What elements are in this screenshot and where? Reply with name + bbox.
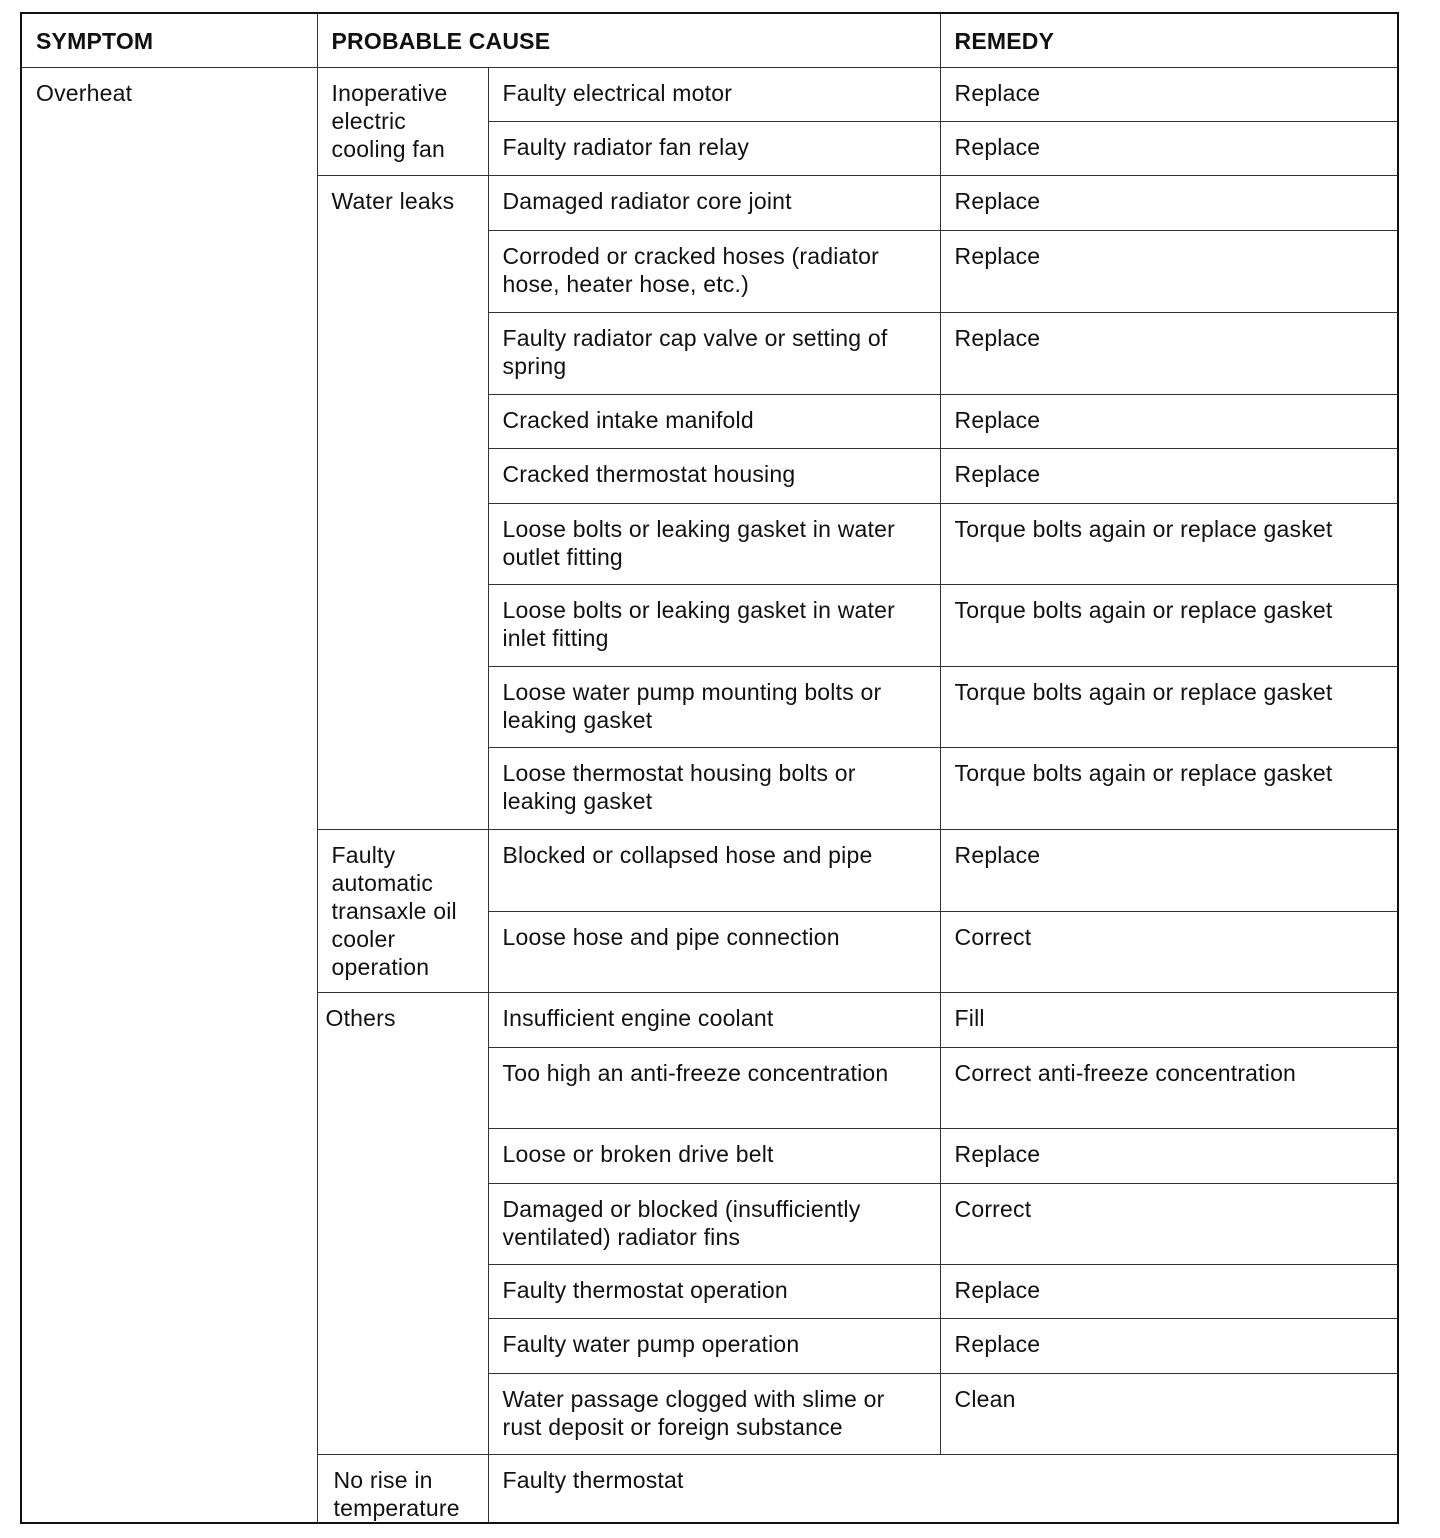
remedy-cell: Replace — [940, 121, 1398, 175]
cause-cell: Insufficient engine coolant — [488, 992, 940, 1047]
cause-cell: Faulty water pump operation — [488, 1318, 940, 1373]
probable-cause-header: PROBABLE CAUSE — [317, 13, 940, 67]
cause-cell: Loose thermostat housing bolts or leaking gasket — [488, 747, 940, 829]
cause-cell: Faulty radiator fan relay — [488, 121, 940, 175]
remedy-cell: Correct — [940, 911, 1398, 992]
troubleshooting-table — [20, 12, 1399, 1524]
cause-cell: Faulty thermostat — [488, 1454, 1398, 1523]
cause-cell: Loose bolts or leaking gasket in water inlet fitting — [488, 584, 940, 666]
cause-cell: Too high an anti-freeze concentration — [488, 1047, 940, 1128]
remedy-header: REMEDY — [940, 13, 1398, 67]
cause-cell: Loose water pump mounting bolts or leaking gasket — [488, 666, 940, 747]
remedy-cell: Torque bolts again or replace gasket — [940, 503, 1398, 584]
cause-cell: Blocked or collapsed hose and pipe — [488, 829, 940, 911]
cause-cell: Water passage clogged with slime or rust deposit or foreign substance — [488, 1373, 940, 1454]
symptom-overheat: Overheat — [21, 67, 317, 1523]
cause-cell: Cracked thermostat housing — [488, 448, 940, 503]
remedy-cell: Fill — [940, 992, 1398, 1047]
remedy-cell: Replace — [940, 448, 1398, 503]
remedy-cell: Clean — [940, 1373, 1398, 1454]
remedy-cell: Replace — [940, 394, 1398, 448]
cause-category: Inoperative electric cooling fan — [317, 67, 488, 175]
cause-cell: Cracked intake manifold — [488, 394, 940, 448]
cause-cell: Loose hose and pipe connection — [488, 911, 940, 992]
remedy-cell: Replace — [940, 312, 1398, 394]
symptom-no-rise: No rise in temperature — [317, 1454, 488, 1523]
table-body — [21, 13, 1398, 1523]
cause-cell: Faulty radiator cap valve or setting of spring — [488, 312, 940, 394]
remedy-cell: Torque bolts again or replace gasket — [940, 584, 1398, 666]
table-row — [21, 67, 1398, 121]
header-row — [21, 13, 1398, 67]
remedy-cell: Replace — [940, 230, 1398, 312]
cause-cell: Damaged radiator core joint — [488, 175, 940, 230]
cause-category: Faulty automatic transaxle oil cooler operation — [317, 829, 488, 992]
remedy-cell: Correct anti-freeze concentration — [940, 1047, 1398, 1128]
symptom-header: SYMPTOM — [21, 13, 317, 67]
remedy-cell: Torque bolts again or replace gasket — [940, 747, 1398, 829]
remedy-cell: Replace — [940, 175, 1398, 230]
cause-cell: Corroded or cracked hoses (radiator hose, heater hose, etc.) — [488, 230, 940, 312]
remedy-cell: Correct — [940, 1183, 1398, 1264]
cause-category: Water leaks — [317, 175, 488, 829]
remedy-cell: Replace — [940, 829, 1398, 911]
remedy-cell: Replace — [940, 67, 1398, 121]
cause-cell: Faulty thermostat operation — [488, 1264, 940, 1318]
cause-cell: Damaged or blocked (insufficiently ventilated) radiator fins — [488, 1183, 940, 1264]
cause-cell: Loose or broken drive belt — [488, 1128, 940, 1183]
remedy-cell: Replace — [940, 1264, 1398, 1318]
cause-category: Others — [317, 992, 488, 1454]
cause-cell: Faulty electrical motor — [488, 67, 940, 121]
remedy-cell: Replace — [940, 1318, 1398, 1373]
remedy-cell: Torque bolts again or replace gasket — [940, 666, 1398, 747]
remedy-cell: Replace — [940, 1128, 1398, 1183]
cause-cell: Loose bolts or leaking gasket in water outlet fitting — [488, 503, 940, 584]
